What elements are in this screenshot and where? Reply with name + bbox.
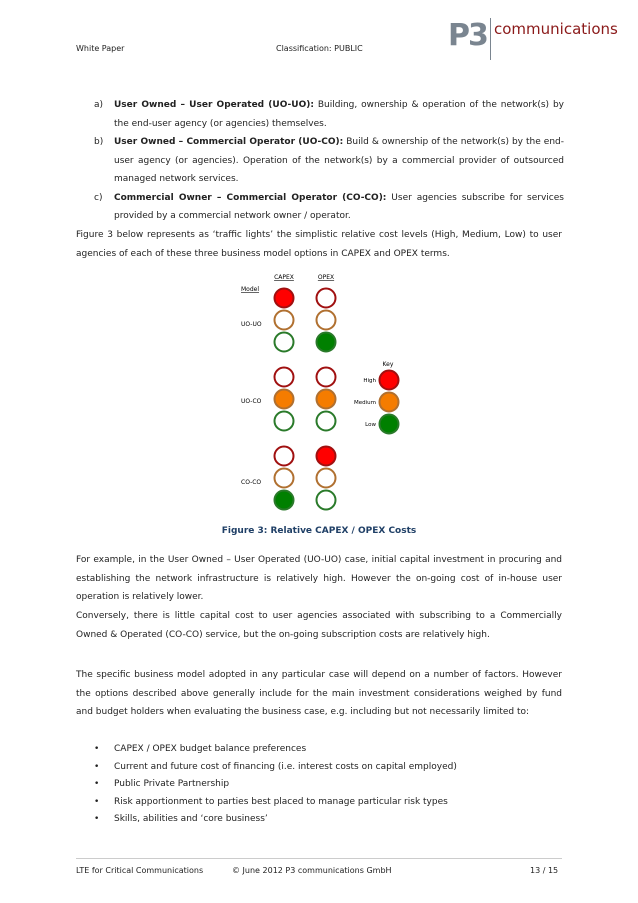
uo-uo-capex-light-low-lamp: [275, 333, 294, 352]
co-co-capex-light-medium-lamp: [275, 469, 294, 488]
key-title: Key: [382, 361, 394, 368]
key-high-lamp: [380, 371, 399, 390]
co-co-opex-light-high-lamp: [317, 447, 336, 466]
footer-doc-title: LTE for Critical Communications: [76, 866, 204, 875]
row-label-uo-uo: UO-UO: [241, 321, 262, 328]
logo-divider: [490, 18, 491, 60]
option-title: User Owned – Commercial Operator (UO-CO):: [114, 137, 344, 147]
consideration-list: [94, 741, 457, 829]
uo-uo-opex-light-high-lamp: [317, 289, 336, 308]
paragraph-example: For example, in the User Owned – User Operated (UO-UO) case, initial capital investment in procuring and establishing the network infrastructure is relatively high. However the on-going cost of in-house user operation is relatively lower.: [76, 555, 562, 602]
co-co-opex-light-low-lamp: [317, 491, 336, 510]
key-medium-label: Medium: [354, 400, 376, 406]
option-label: a): [94, 100, 104, 110]
key-low-lamp: [380, 415, 399, 434]
option-title: User Owned – User Operated (UO-UO):: [114, 100, 314, 110]
uo-uo-opex-light-low-lamp: [317, 333, 336, 352]
option-label: c): [94, 192, 103, 203]
option-item: [94, 133, 564, 189]
capex-column-header: CAPEX: [274, 274, 294, 281]
uo-co-capex-light-medium-lamp: [275, 390, 294, 409]
co-co-opex-light-medium-lamp: [317, 469, 336, 488]
bullet-icon: •: [94, 814, 100, 824]
uo-co-opex-light-medium-lamp: [317, 390, 336, 409]
option-text: User agencies subscribe for services provided by a commercial network owner / operator.: [114, 192, 564, 221]
key-high-label: High: [363, 378, 376, 384]
logo-mark: P3: [448, 18, 487, 53]
row-label-uo-co: UO-CO: [241, 398, 262, 405]
bullet-icon: •: [94, 761, 100, 772]
uo-co-opex-light-low-lamp: [317, 412, 336, 431]
list-item: • Risk apportionment to parties best placed to manage particular risk types: [94, 794, 457, 812]
business-model-options: [94, 96, 564, 226]
uo-co-capex-light-high-lamp: [275, 368, 294, 387]
figure-caption: Figure 3: Relative CAPEX / OPEX Costs: [221, 526, 417, 536]
p3-logo: [448, 14, 618, 64]
list-item: • CAPEX / OPEX budget balance preferences: [94, 741, 457, 759]
header-classification: Classification: PUBLIC: [276, 44, 363, 53]
model-row-header: Model: [241, 286, 260, 293]
opex-column-header: OPEX: [317, 274, 335, 281]
uo-uo-capex-light-high-lamp: [275, 289, 294, 308]
option-label: b): [94, 137, 104, 147]
key-medium-lamp: [380, 393, 399, 412]
option-item: [94, 189, 564, 226]
list-item: • Public Private Partnership: [94, 776, 457, 794]
bullet-icon: •: [94, 796, 100, 807]
bullet-icon: •: [94, 744, 100, 754]
option-item: [94, 96, 564, 133]
paragraph-factors: The specific business model adopted in any particular case will depend on a number of factors. However the options described above generally include for the main investment considerations weighed by fund and budget holders when evaluating the business case, e.g. including but not necessarily limited to:: [76, 670, 562, 717]
uo-uo-capex-light-medium-lamp: [275, 311, 294, 330]
list-item: • Current and future cost of financing (i.e. interest costs on capital employed): [94, 759, 457, 777]
co-co-capex-light-high-lamp: [275, 447, 294, 466]
key-low-label: Low: [365, 422, 376, 428]
footer-divider: [76, 858, 562, 859]
uo-co-opex-light-high-lamp: [317, 368, 336, 387]
footer-page-number: 13 / 15: [530, 866, 559, 875]
list-item: • Skills, abilities and ‘core business’: [94, 811, 457, 829]
header-doc-type: White Paper: [76, 44, 125, 53]
paragraph-conversely: Conversely, there is little capital cost to user agencies associated with subscribing to a Commercially Owned & Operated (CO-CO) service, but the on-going subscription costs are relatively high.: [76, 611, 562, 640]
logo-text: communications: [494, 20, 618, 38]
footer-copyright: © June 2012 P3 communications GmbH: [232, 866, 392, 875]
row-label-co-co: CO-CO: [241, 479, 262, 486]
option-text: Building, ownership & operation of the network(s) by the end-user agency (or agencies) themselves.: [114, 100, 564, 129]
bullet-icon: •: [94, 779, 100, 789]
intro-paragraph: Figure 3 below represents as ‘traffic lights’ the simplistic relative cost levels (High, Medium, Low) to user agencies of each of these three business model options in CAPEX and OPEX terms.: [76, 230, 562, 259]
option-title: Commercial Owner – Commercial Operator (CO-CO):: [114, 192, 387, 203]
option-text: Build & ownership of the network(s) by the end-user agency (or agencies). Operation of the network(s) by a commercial provider of outsourced managed network services.: [114, 137, 564, 184]
uo-co-capex-light-low-lamp: [275, 412, 294, 431]
uo-uo-opex-light-medium-lamp: [317, 311, 336, 330]
co-co-capex-light-low-lamp: [275, 491, 294, 510]
